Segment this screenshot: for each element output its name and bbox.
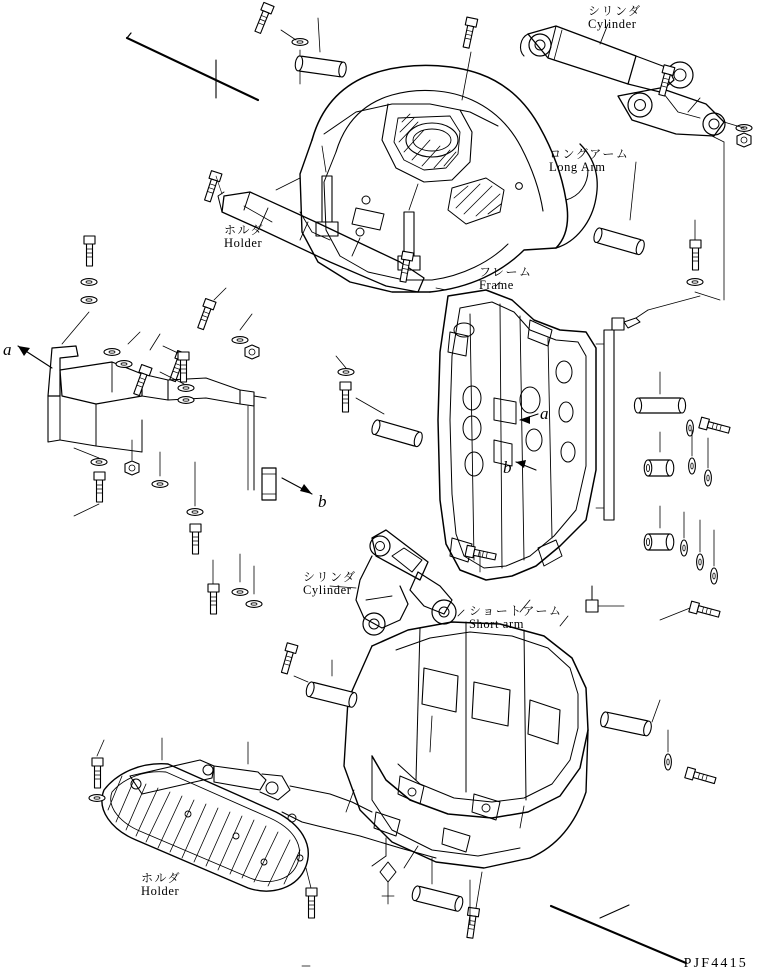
section-detail-left	[18, 346, 312, 500]
holder-upper-bolts	[202, 146, 418, 283]
label-frame-jp: フレーム	[479, 265, 533, 279]
label-holder-upper	[224, 224, 264, 250]
label-short-arm-en: Short arm	[469, 616, 525, 631]
short-arm-pin-right	[599, 700, 716, 786]
lower-cylinder-bolts	[465, 545, 497, 572]
label-long-arm-en: Long Arm	[549, 159, 606, 174]
label-short-arm	[469, 605, 563, 631]
label-holder-upper-jp: ホルダ	[224, 223, 265, 237]
frame-pin-left	[336, 356, 424, 448]
frame-body	[438, 290, 614, 580]
short-arm-pin-left	[279, 643, 358, 708]
label-holder-upper-en: Holder	[224, 235, 263, 250]
upper-right-bolt-stack	[656, 65, 752, 147]
short-arm-body	[344, 622, 588, 868]
long-rod-lower	[551, 906, 686, 963]
holder-lower	[102, 764, 308, 891]
section-marker-b-center: b	[503, 458, 512, 477]
drawing-number: PJF4415	[683, 956, 748, 971]
section-left-bolt-column	[62, 236, 262, 614]
label-cylinder-top-jp: シリンダ	[588, 4, 642, 18]
label-cylinder-lower-en: Cylinder	[303, 582, 352, 597]
section-marker-a-left: a	[3, 340, 12, 359]
holder-lower-bolts	[89, 738, 396, 918]
top-bolt-stack-left	[253, 2, 308, 84]
long-rod-upper	[127, 33, 258, 100]
label-cylinder-lower	[303, 571, 357, 597]
label-frame	[479, 266, 533, 292]
upper-right-link	[618, 88, 725, 136]
top-bolt-stack-right	[461, 17, 478, 100]
label-long-arm	[549, 148, 629, 174]
frame-section-arrows	[516, 414, 538, 470]
grease-fitting-upper	[612, 296, 700, 330]
label-holder-lower-jp: ホルダ	[141, 871, 182, 885]
section-marker-a-center: a	[540, 404, 549, 423]
mid-left-bolt-cluster	[160, 288, 259, 391]
label-holder-lower	[141, 872, 181, 898]
label-holder-lower-en: Holder	[141, 883, 180, 898]
long-arm-pin-top	[294, 18, 347, 77]
right-pin-bush-column	[634, 372, 730, 620]
label-cylinder-top	[588, 5, 642, 31]
long-arm-body	[300, 65, 568, 292]
section-marker-b-left: b	[318, 492, 327, 511]
label-frame-en: Frame	[479, 277, 514, 292]
label-cylinder-top-en: Cylinder	[588, 16, 637, 31]
label-long-arm-jp: ロングアーム	[549, 147, 630, 161]
short-arm-pin-bottom	[411, 858, 482, 939]
grease-fitting-lower	[586, 586, 624, 612]
label-short-arm-jp: ショートアーム	[469, 604, 563, 618]
label-cylinder-lower-jp: シリンダ	[303, 570, 357, 584]
